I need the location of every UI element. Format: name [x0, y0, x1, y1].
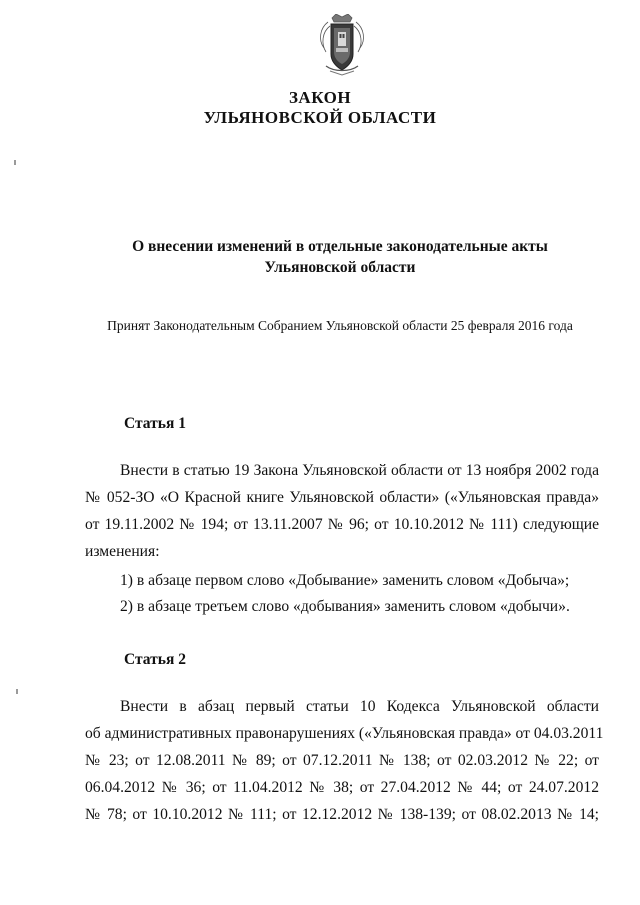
scan-artifact — [16, 689, 18, 694]
law-title — [80, 236, 600, 278]
article-1-item: 2) в абзаце третьем слово «добывания» заменить словом «добычи». — [120, 598, 570, 615]
ulyanovsk-coat-of-arms-icon — [316, 14, 368, 76]
text-line: от 19.11.2002 № 194; от 13.11.2007 № 96; от 10.10.2012 № 111) следующие — [85, 516, 599, 533]
text-line: Внести в статью 19 Закона Ульяновской области от 13 ноября 2002 года — [120, 462, 599, 479]
text-line: изменения: — [85, 543, 160, 560]
text-line: Внести в абзац первый статьи 10 Кодекса Ульяновской области — [120, 698, 599, 715]
scan-artifact — [14, 160, 16, 165]
article-1-heading: Статья 1 — [124, 415, 186, 432]
region-heading: УЛЬЯНОВСКОЙ ОБЛАСТИ — [203, 108, 437, 127]
law-title-line: О внесении изменений в отдельные законодательные акты — [132, 238, 548, 255]
text-line: № 78; от 10.10.2012 № 111; от 12.12.2012 № 138-139; от 08.02.2013 № 14; — [85, 806, 599, 823]
article-1-item: 1) в абзаце первом слово «Добывание» заменить словом «Добыча»; — [120, 572, 570, 589]
text-line: № 052-ЗО «О Красной книге Ульяновской области» («Ульяновская правда» — [85, 489, 599, 506]
adoption-note: Принят Законодательным Собранием Ульяновской области 25 февраля 2016 года — [107, 318, 573, 333]
text-line: об административных правонарушениях («Ульяновская правда» от 04.03.2011 — [85, 725, 604, 742]
article-2-heading: Статья 2 — [124, 651, 186, 668]
text-line: № 23; от 12.08.2011 № 89; от 07.12.2011 № 138; от 02.03.2012 № 22; от — [85, 752, 599, 769]
law-title-line: Ульяновской области — [264, 259, 416, 276]
text-line: 06.04.2012 № 36; от 11.04.2012 № 38; от 27.04.2012 № 44; от 24.07.2012 — [85, 779, 599, 796]
document-type-heading: ЗАКОН — [288, 88, 352, 107]
